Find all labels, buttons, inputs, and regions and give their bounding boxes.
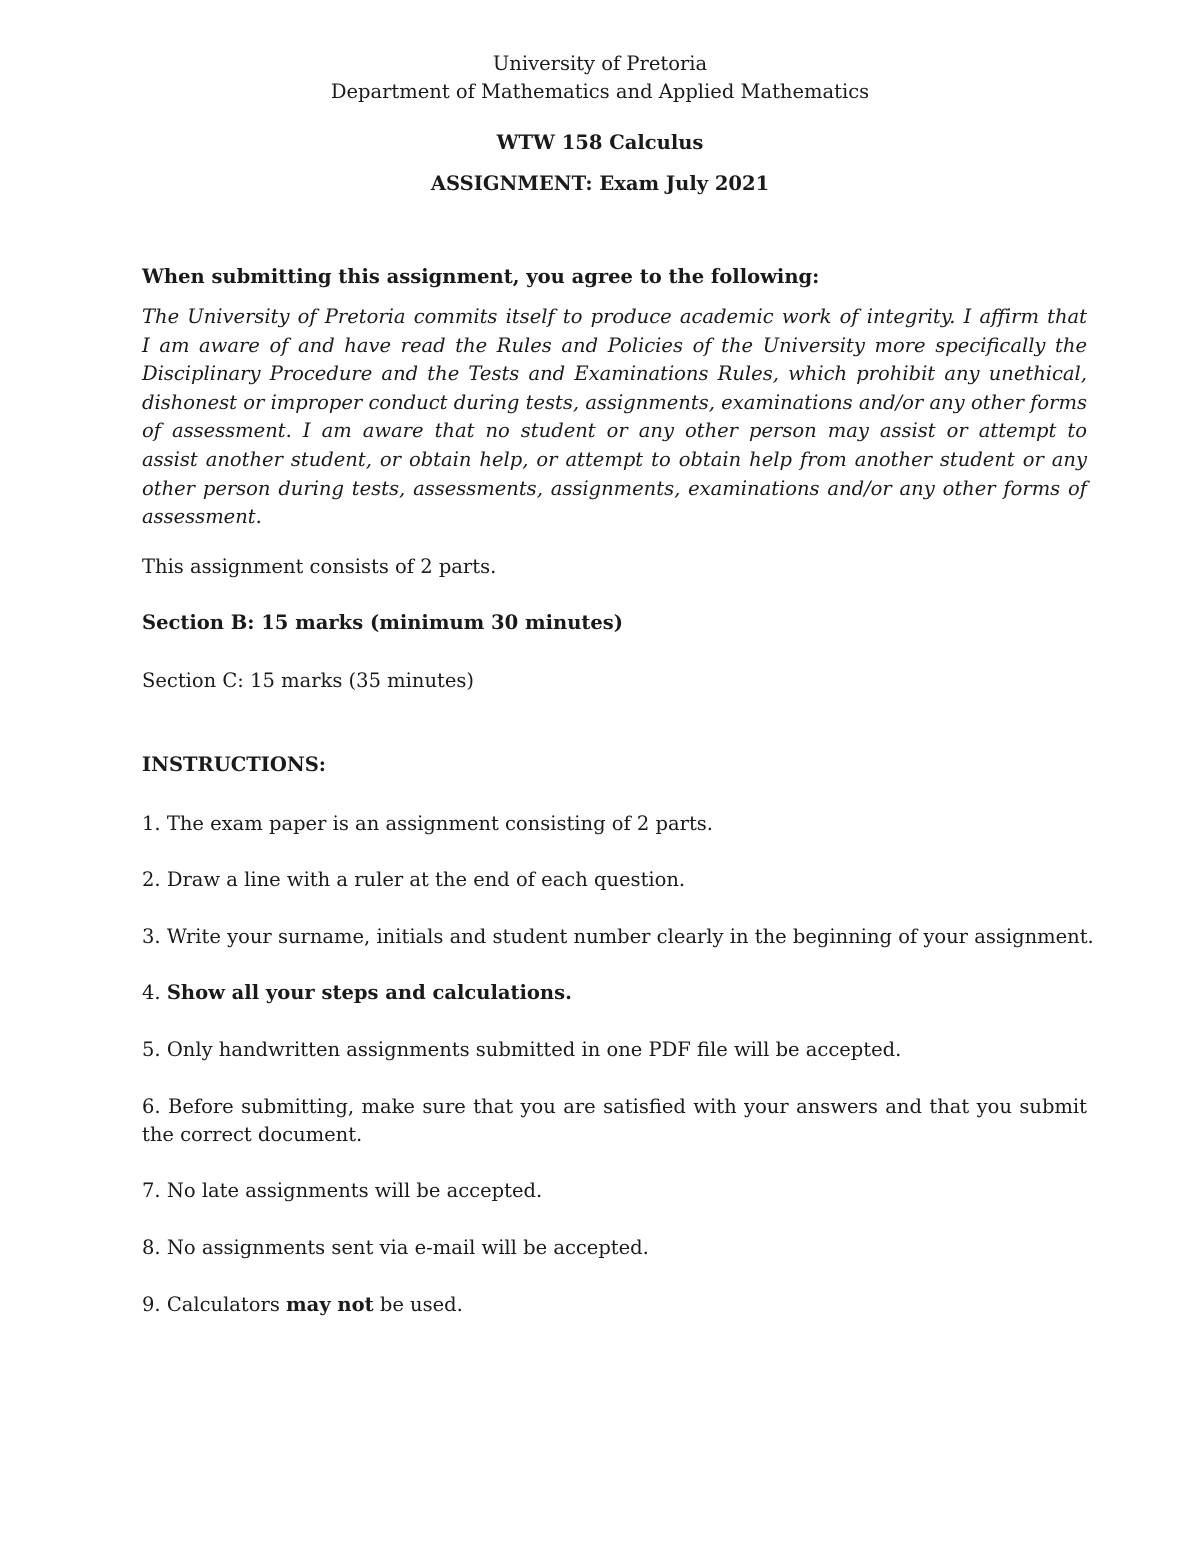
instructions-heading: INSTRUCTIONS: [142, 753, 326, 776]
instruction-number: 6. [142, 1095, 161, 1118]
instruction-item-1 [142, 811, 713, 837]
instruction-text-line: the correct document. [142, 1123, 363, 1146]
integrity-statement [142, 303, 1087, 532]
integrity-line: assist another student, or obtain help, or attempt to obtain help from another student or any [142, 447, 1087, 471]
instruction-text-line [142, 1093, 1087, 1121]
instruction-text: Write your surname, initials and student number clearly in the beginning of your assignment. [166, 925, 1094, 948]
instruction-text: No assignments sent via e-mail will be accepted. [166, 1236, 649, 1259]
course-title: WTW 158 Calculus [496, 131, 704, 154]
section-c-info: Section C: 15 marks (35 minutes) [142, 669, 475, 692]
instruction-number: 4. [142, 981, 161, 1004]
instruction-number: 9. [142, 1293, 161, 1316]
integrity-line: other person during tests, assessments, assignments, examinations and/or any other forms of [142, 476, 1087, 500]
instruction-number: 2. [142, 868, 161, 891]
instruction-number: 7. [142, 1179, 161, 1202]
integrity-line: Disciplinary Procedure and the Tests and Examinations Rules, which prohibit any unethical, [142, 362, 1087, 386]
instruction-item-2 [142, 867, 685, 893]
instruction-text: Only handwritten assignments submitted in one PDF file will be accepted. [166, 1038, 902, 1061]
instruction-item-5 [142, 1037, 901, 1063]
integrity-line: The University of Pretoria commits itself to produce academic work of integrity. I affirm that [142, 305, 1087, 328]
integrity-line: assessment. [142, 505, 262, 529]
instruction-number: 1. [142, 812, 161, 835]
integrity-line: of assessment. I am aware that no student or any other person may assist or attempt to [142, 419, 1087, 443]
assignment-title: ASSIGNMENT: Exam July 2021 [430, 172, 770, 195]
integrity-line: dishonest or improper conduct during tests, assignments, examinations and/or any other forms [142, 390, 1087, 414]
instruction-item-9 [142, 1292, 463, 1318]
instruction-number: 8. [142, 1236, 161, 1259]
instruction-item-6 [142, 1093, 1087, 1149]
parts-count-text: This assignment consists of 2 parts. [142, 555, 497, 578]
instruction-number: 3. [142, 925, 161, 948]
instruction-item-3 [142, 924, 1094, 950]
instruction-item-4 [142, 980, 572, 1006]
instruction-text: No late assignments will be accepted. [166, 1179, 543, 1202]
instruction-text-post: be used. [373, 1293, 463, 1316]
university-name: University of Pretoria [492, 52, 708, 75]
instruction-number: 5. [142, 1038, 161, 1061]
section-b-info: Section B: 15 marks (minimum 30 minutes) [142, 611, 623, 634]
instruction-text: The exam paper is an assignment consisting of 2 parts. [166, 812, 714, 835]
integrity-line: I am aware of and have read the Rules and Policies of the University more specifically the [142, 333, 1087, 357]
instruction-text-pre: Calculators [166, 1293, 287, 1316]
instruction-text: Show all your steps and calculations. [166, 981, 572, 1004]
instruction-item-8 [142, 1235, 649, 1261]
instruction-text-emphasis: may not [286, 1293, 374, 1316]
department-name: Department of Mathematics and Applied Mathematics [330, 80, 870, 103]
instruction-text: Draw a line with a ruler at the end of each question. [166, 868, 686, 891]
agreement-heading: When submitting this assignment, you agree to the following: [142, 265, 820, 288]
instruction-item-7 [142, 1178, 542, 1204]
instruction-text: Before submitting, make sure that you are satisfied with your answers and that you submit [168, 1095, 1087, 1118]
